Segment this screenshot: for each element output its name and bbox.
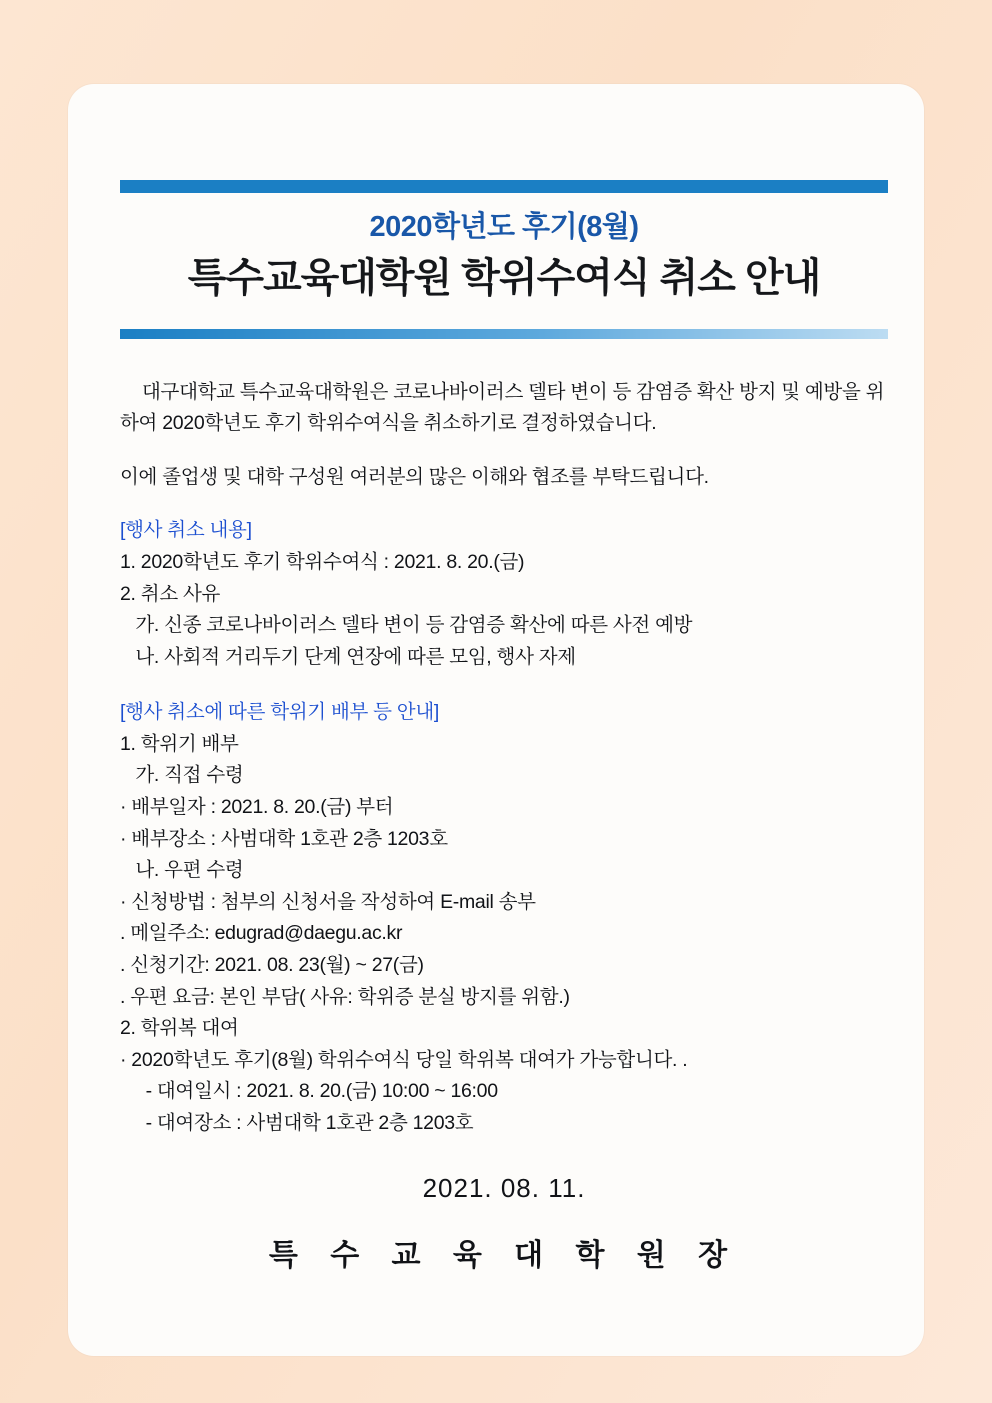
- intro-paragraph: 대구대학교 특수교육대학원은 코로나바이러스 델타 변이 등 감염증 확산 방지 및 예방을 위하여 2020학년도 후기 학위수여식을 취소하기로 결정하였습니다.: [120, 380, 885, 435]
- title-line-1: 2020학년도 후기(8월): [369, 211, 639, 243]
- section-2-line-4: · 배부장소 : 사범대학 1호관 2층 1203호: [120, 827, 448, 850]
- title-line-2: 특수교육대학원 학위수여식 취소 안내: [187, 255, 821, 300]
- signature-name: 특 수 교 육 대 학 원 장: [268, 1239, 740, 1273]
- section-2-line-11: · 2020학년도 후기(8월) 학위수여식 당일 학위복 대여가 가능합니다. .: [120, 1048, 688, 1071]
- section-2-line-7: . 메일주소: edugrad@daegu.ac.kr: [120, 922, 403, 945]
- section-1-heading: [행사 취소 내용]: [120, 519, 252, 542]
- bottom-divider-bar: [120, 329, 888, 339]
- signature-date: 2021. 08. 11.: [422, 1173, 586, 1204]
- section-2-line-12: - 대여일시 : 2021. 8. 20.(금) 10:00 ~ 16:00: [120, 1080, 498, 1103]
- section-2-line-9: . 우편 요금: 본인 부담( 사유: 학위증 분실 방지를 위함.): [120, 985, 570, 1008]
- section-2-line-10: 2. 학위복 대여: [120, 1017, 239, 1040]
- poster-card: [68, 84, 924, 1356]
- top-divider-bar: [120, 180, 888, 193]
- section-2-line-6: · 신청방법 : 첨부의 신청서을 작성하여 E-mail 송부: [120, 890, 536, 913]
- section-2-heading: [행사 취소에 따른 학위기 배부 등 안내]: [120, 701, 439, 724]
- section-1-line-1: 1. 2020학년도 후기 학위수여식 : 2021. 8. 20.(금): [120, 551, 525, 573]
- section-2-line-8: . 신청기간: 2021. 08. 23(월) ~ 27(금): [120, 953, 424, 976]
- request-paragraph: 이에 졸업생 및 대학 구성원 여러분의 많은 이해와 협조를 부탁드립니다.: [120, 465, 709, 488]
- section-2-line-2: 가. 직접 수령: [120, 764, 244, 787]
- section-spacer: [120, 673, 888, 697]
- section-2-line-1: 1. 학위기 배부: [120, 732, 239, 755]
- body-text: [120, 377, 888, 1140]
- section-2-line-3: · 배부일자 : 2021. 8. 20.(금) 부터: [120, 796, 394, 819]
- section-1-line-3: 가. 신종 코로나바이러스 델타 변이 등 감염증 확산에 따른 사전 예방: [120, 614, 693, 637]
- section-2-line-5: 나. 우편 수령: [120, 859, 244, 882]
- section-1-line-2: 2. 취소 사유: [120, 582, 221, 605]
- section-2-line-13: - 대여장소 : 사범대학 1호관 2층 1203호: [120, 1111, 474, 1134]
- signature-block: [120, 1173, 888, 1274]
- section-1-line-4: 나. 사회적 거리두기 단계 연장에 따른 모임, 행사 자제: [120, 645, 576, 668]
- poster-content: [120, 180, 888, 1274]
- title-block: [120, 193, 888, 315]
